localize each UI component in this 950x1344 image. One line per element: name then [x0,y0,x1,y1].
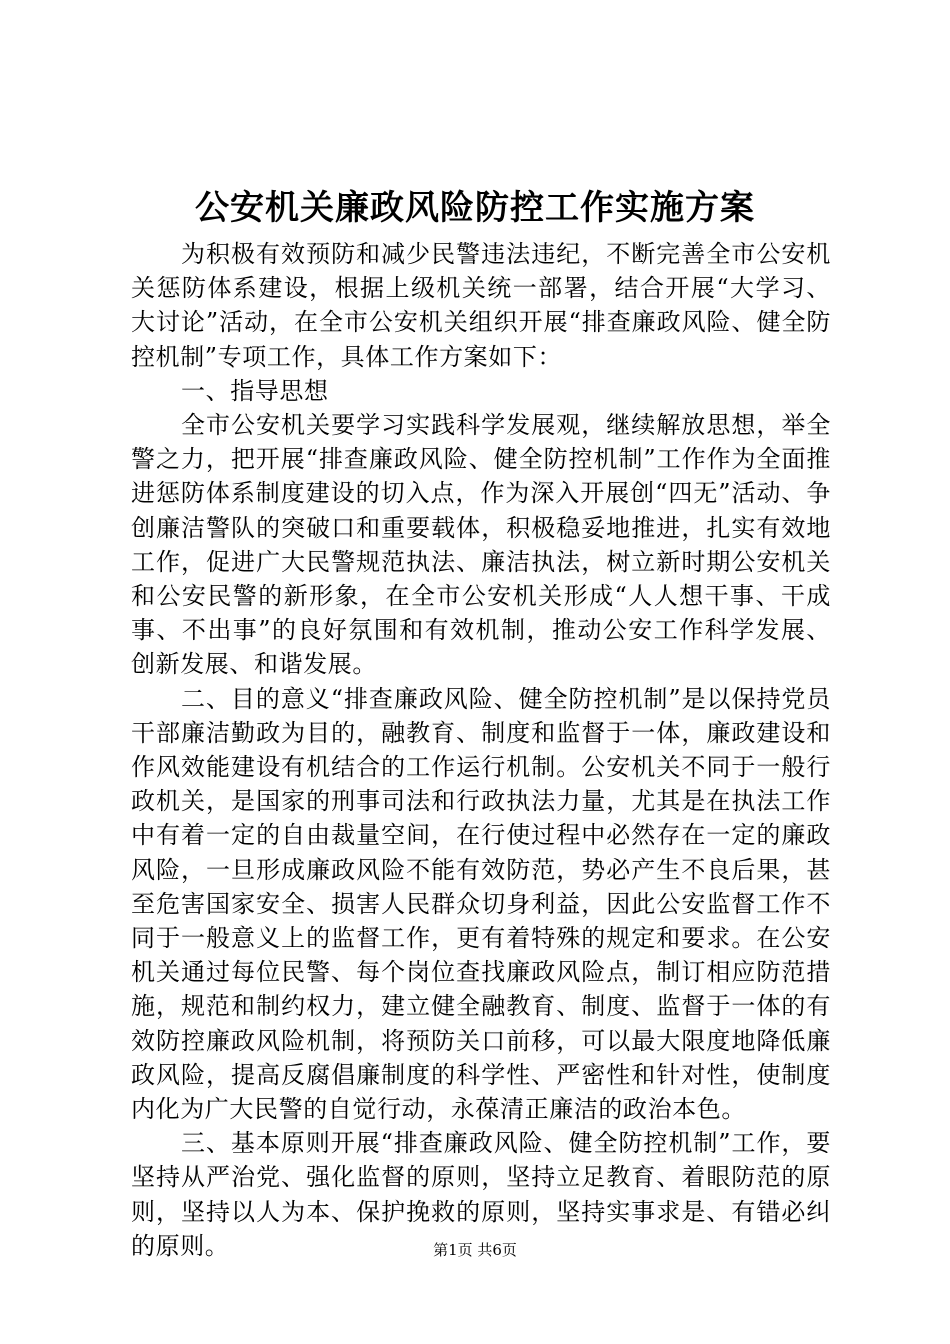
page-number-footer: 第1页 共6页 [433,1241,517,1259]
intro-paragraph: 为积极有效预防和减少民警违法违纪，不断完善全市公安机关惩防体系建设，根据上级机关统一部署，结合开展“大学习、大讨论”活动，在全市公安机关组织开展“排查廉政风险、健全防控机制”专项工作，具体工作方案如下： [131,240,831,371]
document-body [131,237,831,1263]
basic-principles-paragraph: 三、基本原则开展“排查廉政风险、健全防控机制”工作，要坚持从严治党、强化监督的原则，坚持立足教育、着眼防范的原则，坚持以人为本、保护挽救的原则，坚持实事求是、有错必纠的原则。 [131,1129,831,1260]
document-title: 公安机关廉政风险防控工作实施方案 [195,188,755,228]
purpose-significance-paragraph: 二、目的意义“排查廉政风险、健全防控机制”是以保持党员干部廉洁勤政为目的，融教育、制度和监督于一体，廉政建设和作风效能建设有机结合的工作运行机制。公安机关不同于一般行政机关，是国家的刑事司法和行政执法力量，尤其是在执法工作中有着一定的自由裁量空间，在行使过程中必然存在一定的廉政风险，一旦形成廉政风险不能有效防范，势必产生不良后果，甚至危害国家安全、损害人民群众切身利益，因此公安监督工作不同于一般意义上的监督工作，更有着特殊的规定和要求。在公安机关通过每位民警、每个岗位查找廉政风险点，制订相应防范措施，规范和制约权力，建立健全融教育、制度、监督于一体的有效防控廉政风险机制，将预防关口前移，可以最大限度地降低廉政风险，提高反腐倡廉制度的科学性、严密性和针对性，使制度内化为广大民警的自觉行动，永葆清正廉洁的政治本色。 [131,684,831,1124]
guiding-ideology-paragraph: 全市公安机关要学习实践科学发展观，继续解放思想，举全警之力，把开展“排查廉政风险、健全防控机制”工作作为全面推进惩防体系制度建设的切入点，作为深入开展创“四无”活动、争创廉洁警队的突破口和重要载体，积极稳妥地推进，扎实有效地工作，促进广大民警规范执法、廉洁执法，树立新时期公安机关和公安民警的新形象，在全市公安机关形成“人人想干事、干成事、不出事”的良好氛围和有效机制，推动公安工作科学发展、创新发展、和谐发展。 [131,411,831,679]
section-heading-guiding-ideology: 一、指导思想 [181,376,329,405]
